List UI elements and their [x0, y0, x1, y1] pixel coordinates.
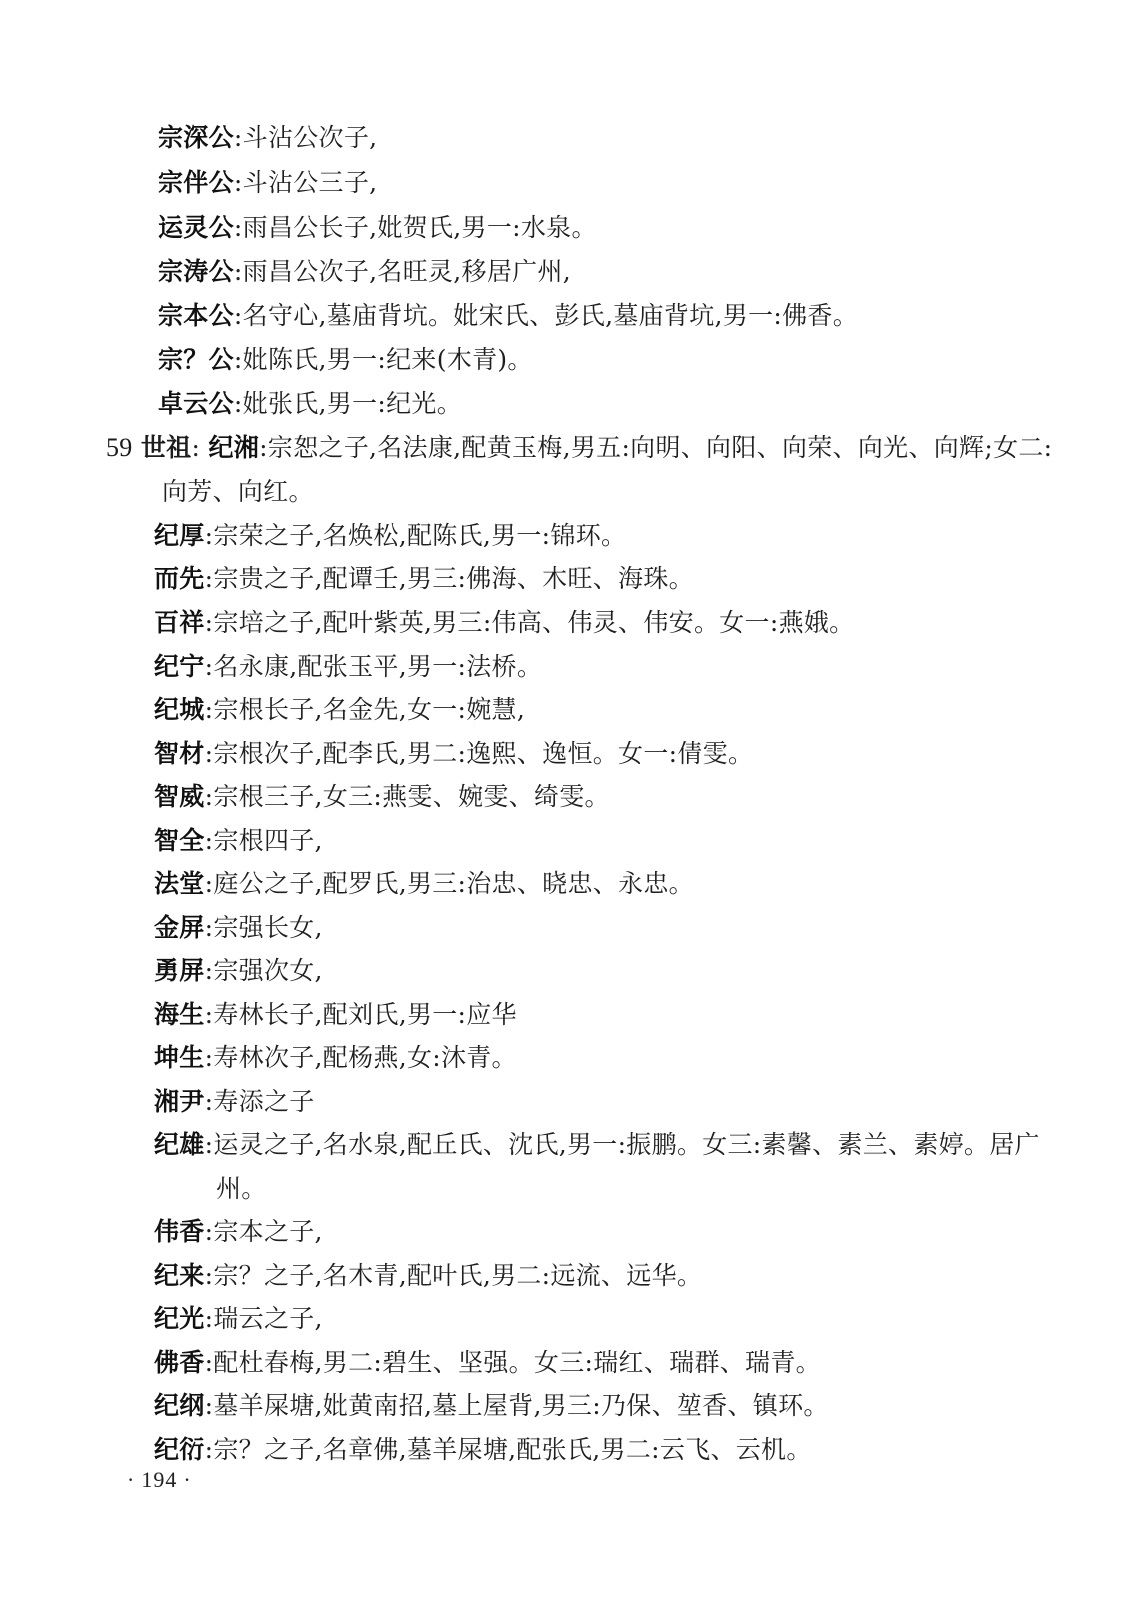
entry-text: 瑞云之子, [213, 1304, 323, 1333]
entry-name: 宗？公 [158, 345, 234, 374]
entry-text: 宗？之子,名章佛,墓羊屎塘,配张氏,男二:云飞、云机。 [213, 1435, 812, 1464]
entry-separator: : [233, 123, 243, 152]
entry-text: 名永康,配张玉平,男一:法桥。 [213, 652, 543, 681]
entry-separator: : [204, 739, 214, 768]
entry-text: 妣张氏,男一:纪光。 [242, 389, 463, 418]
entry-continuation [216, 1169, 267, 1209]
generation-heading [106, 428, 1052, 468]
entry-text: 配杜春梅,男二:碧生、坚强。女三:瑞红、瑞群、瑞青。 [213, 1348, 821, 1377]
entry-separator: : [204, 1304, 214, 1333]
entry-line [154, 1386, 829, 1426]
entry-separator: : [204, 1217, 214, 1246]
entry-separator: : [204, 1435, 214, 1464]
entry-line [154, 951, 323, 991]
entry-name: 智全 [154, 826, 205, 855]
entry-line [154, 1343, 821, 1383]
entry-line [158, 118, 377, 158]
page-number [121, 1467, 198, 1493]
entry-name: 而先 [154, 564, 205, 593]
generation-label-separator: : [191, 433, 201, 462]
entry-line [158, 252, 571, 292]
entry-text: 宗？之子,名木青,配叶氏,男二:远流、远华。 [213, 1261, 703, 1290]
entry-text: 雨昌公次子,名旺灵,移居广州, [242, 257, 571, 286]
entry-line [154, 908, 323, 948]
generation-separator: : [259, 433, 268, 462]
entry-line [158, 340, 533, 380]
entry-line [154, 995, 517, 1035]
entry-name: 宗深公 [158, 123, 234, 152]
entry-separator: : [204, 608, 214, 637]
entry-separator: : [233, 345, 243, 374]
entry-name: 伟香 [154, 1217, 205, 1246]
entry-name: 纪光 [154, 1304, 205, 1333]
entry-text: 宗培之子,配叶紫英,男三:伟高、伟灵、伟安。女一:燕娥。 [213, 608, 855, 637]
entry-line [154, 647, 542, 687]
generation-text: 宗恕之子,名法康,配黄玉梅,男五:向明、向阳、向荣、向光、向辉;女二: [267, 433, 1053, 462]
entry-name: 智材 [154, 739, 205, 768]
entry-name: 纪来 [154, 1261, 205, 1290]
entry-name: 坤生 [154, 1043, 205, 1072]
entry-text: 宗强长女, [213, 913, 323, 942]
entry-separator: : [204, 521, 214, 550]
entry-separator: : [204, 1348, 214, 1377]
entry-separator: : [204, 782, 214, 811]
entry-name: 佛香 [154, 1348, 205, 1377]
entry-text: 寿添之子 [213, 1087, 315, 1116]
entry-name: 卓云公 [158, 389, 234, 418]
page-number-dot-left: · [127, 1467, 136, 1492]
entry-name: 湘尹 [154, 1087, 205, 1116]
entry-text-continued: 州。 [216, 1174, 267, 1203]
entry-text: 宗贵之子,配谭壬,男三:佛海、木旺、海珠。 [213, 564, 694, 593]
entry-separator: : [204, 1000, 214, 1029]
entry-text: 名守心,墓庙背坑。妣宋氏、彭氏,墓庙背坑,男一:佛香。 [242, 301, 859, 330]
entry-line [154, 777, 610, 817]
entry-separator: : [204, 1130, 214, 1159]
entry-separator: : [204, 913, 214, 942]
page-number-dot-right: · [183, 1467, 192, 1492]
generation-label: 世祖 [140, 433, 192, 462]
entry-separator: : [204, 564, 214, 593]
entry-separator: : [204, 869, 214, 898]
entry-text: 墓羊屎塘,妣黄南招,墓上屋背,男三:乃保、堃香、镇环。 [213, 1391, 829, 1420]
entry-name: 百祥 [154, 608, 205, 637]
entry-text: 寿林长子,配刘氏,男一:应华 [213, 1000, 517, 1029]
entry-name: 纪衍 [154, 1435, 205, 1464]
entry-line [158, 384, 462, 424]
entry-name: 纪宁 [154, 652, 205, 681]
entry-name: 纪纲 [154, 1391, 205, 1420]
entry-name: 宗本公 [158, 301, 234, 330]
entry-line [154, 690, 525, 730]
entry-separator: : [204, 1043, 214, 1072]
entry-name: 宗伴公 [158, 168, 234, 197]
entry-line [154, 821, 323, 861]
entry-text: 斗沾公三子, [242, 168, 378, 197]
entry-text: 运灵之子,名水泉,配丘氏、沈氏,男一:振鹏。女三:素馨、素兰、素婷。居广 [213, 1130, 1040, 1159]
entry-text: 宗根三子,女三:燕雯、婉雯、绮雯。 [213, 782, 610, 811]
entry-line [154, 559, 694, 599]
entry-separator: : [233, 213, 243, 242]
entry-line [154, 603, 855, 643]
entry-separator: : [204, 1261, 214, 1290]
entry-line [158, 208, 597, 248]
generation-name: 纪湘 [208, 433, 260, 462]
entry-text: 宗本之子, [213, 1217, 323, 1246]
entry-separator: : [204, 956, 214, 985]
entry-separator: : [233, 257, 243, 286]
generation-text-continued: 向芳、向红。 [162, 477, 314, 506]
entry-line [154, 516, 626, 556]
entry-separator: : [204, 826, 214, 855]
entry-separator: : [233, 389, 243, 418]
page-number-value: 194 [141, 1467, 178, 1492]
entry-text: 雨昌公长子,妣贺氏,男一:水泉。 [242, 213, 597, 242]
entry-text: 宗强次女, [213, 956, 323, 985]
entry-line [154, 1125, 1040, 1165]
entry-name: 法堂 [154, 869, 205, 898]
entry-separator: : [204, 652, 214, 681]
entry-text: 寿林次子,配杨燕,女:沐青。 [213, 1043, 517, 1072]
entry-name: 纪城 [154, 695, 205, 724]
entry-line [154, 1299, 323, 1339]
entry-line [154, 1082, 315, 1122]
entry-name: 纪雄 [154, 1130, 205, 1159]
entry-separator: : [204, 695, 214, 724]
entry-name: 纪厚 [154, 521, 205, 550]
entry-line [154, 1430, 812, 1470]
entry-name: 金屏 [154, 913, 205, 942]
entry-line [158, 296, 858, 336]
entry-separator: : [204, 1087, 214, 1116]
entry-separator: : [233, 168, 243, 197]
entry-line [154, 734, 753, 774]
entry-line [154, 1212, 323, 1252]
entry-text: 宗根长子,名金先,女一:婉慧, [213, 695, 526, 724]
entry-text: 斗沾公次子, [242, 123, 378, 152]
generation-number: 59 [106, 433, 133, 462]
entry-name: 宗涛公 [158, 257, 234, 286]
entry-name: 智威 [154, 782, 205, 811]
generation-continuation [162, 472, 314, 512]
entry-text: 妣陈氏,男一:纪来(木青)。 [242, 345, 533, 374]
entry-text: 宗荣之子,名焕松,配陈氏,男一:锦环。 [213, 521, 627, 550]
entry-line [154, 1038, 517, 1078]
entry-name: 海生 [154, 1000, 205, 1029]
entry-separator: : [233, 301, 243, 330]
entry-text: 庭公之子,配罗氏,男三:治忠、晓忠、永忠。 [213, 869, 694, 898]
entry-line [154, 1256, 702, 1296]
entry-line [154, 864, 694, 904]
entry-name: 运灵公 [158, 213, 234, 242]
entry-name: 勇屏 [154, 956, 205, 985]
entry-text: 宗根次子,配李氏,男二:逸熙、逸恒。女一:倩雯。 [213, 739, 754, 768]
entry-text: 宗根四子, [213, 826, 323, 855]
entry-line [158, 163, 377, 203]
entry-separator: : [204, 1391, 214, 1420]
